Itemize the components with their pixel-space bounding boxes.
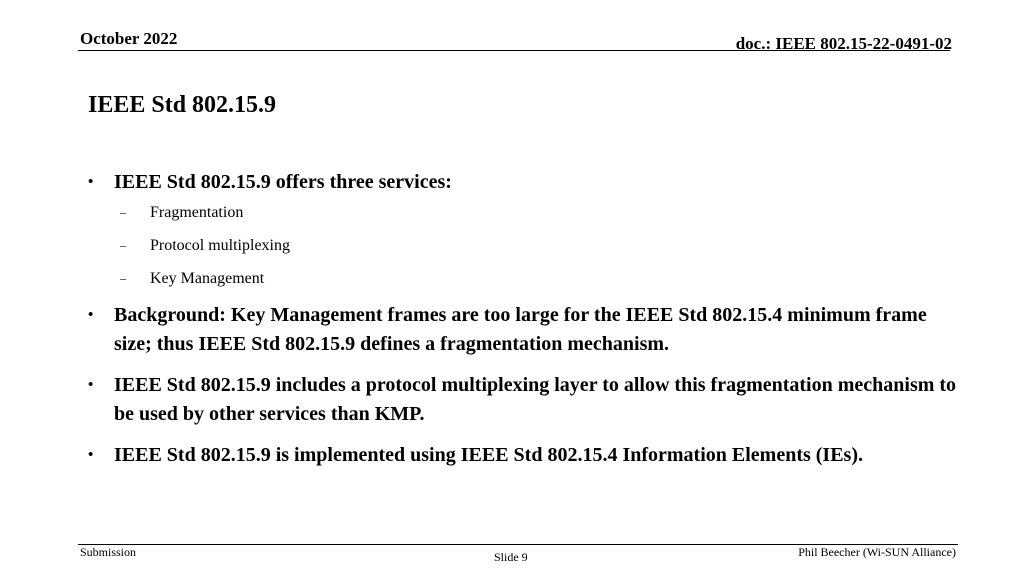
bullet-item — [88, 371, 968, 429]
header-date: October 2022 — [80, 29, 178, 48]
header-divider — [78, 50, 950, 51]
bullet-item — [88, 441, 968, 470]
sub-item-text: Key Management — [150, 270, 265, 287]
sub-item-text: Fragmentation — [150, 204, 244, 221]
sub-item — [88, 268, 968, 289]
sub-dash-icon: – — [120, 205, 126, 219]
bullet-dot-icon: • — [88, 447, 94, 463]
sub-item — [88, 202, 968, 223]
footer-submission: Submission — [80, 545, 137, 559]
slide-body — [88, 168, 968, 470]
sub-item — [88, 235, 968, 256]
bullet-text: Background: Key Management frames are too large for the IEEE Std 802.15.4 minimum frame size; thus IEEE Std 802.15.9 defines a fragmentation mechanism. — [114, 304, 927, 355]
sub-item-text: Protocol multiplexing — [150, 237, 290, 254]
bullet-text: IEEE Std 802.15.9 is implemented using IEEE Std 802.15.4 Information Elements (IEs). — [114, 444, 863, 466]
slide-title: IEEE Std 802.15.9 — [88, 92, 277, 118]
sub-dash-icon: – — [120, 271, 126, 285]
bullet-item — [88, 168, 968, 197]
bullet-item — [88, 301, 968, 359]
footer-slide-number: Slide 9 — [494, 550, 528, 564]
bullet-dot-icon: • — [88, 307, 94, 323]
header-doc-id: doc.: IEEE 802.15-22-0491-02 — [735, 34, 952, 53]
bullet-dot-icon: • — [88, 174, 94, 190]
bullet-text: IEEE Std 802.15.9 includes a protocol multiplexing layer to allow this fragmentation mechanism to be used by other services than KMP. — [114, 374, 957, 425]
bullet-text: IEEE Std 802.15.9 offers three services: — [114, 171, 452, 193]
footer-author: Phil Beecher (Wi-SUN Alliance) — [798, 545, 956, 559]
bullet-dot-icon: • — [88, 377, 94, 393]
sub-dash-icon: – — [120, 238, 126, 252]
